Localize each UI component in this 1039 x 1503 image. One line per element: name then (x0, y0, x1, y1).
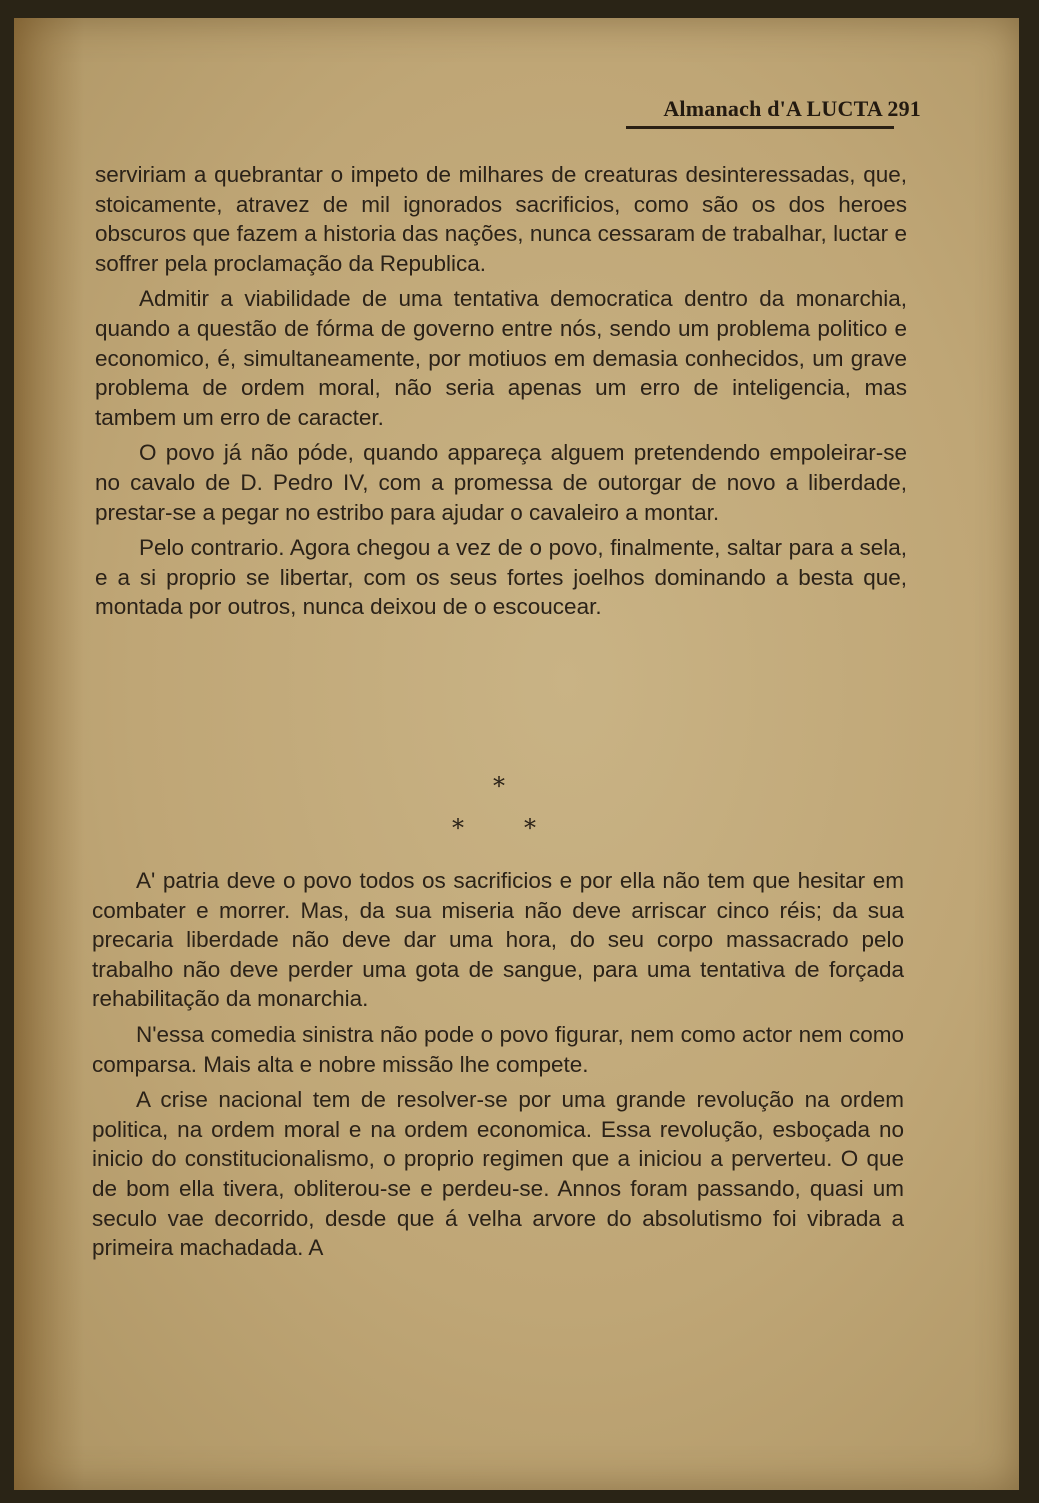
body-text-section-2 (92, 866, 904, 1269)
paragraph: Pelo contrario. Agora chegou a vez de o povo, finalmente, saltar para a sela, e a si proprio se libertar, com os seus fortes joelhos dominando a besta que, montada por outros, nunca deixou de o escoucear. (95, 535, 907, 620)
paragraph: O povo já não póde, quando appareça alguem pretendendo empoleirar-se no cavalo de D. Pedro IV, com a promessa de outorgar de novo a liberdade, prestar-se a pegar no estribo para ajudar o cavaleiro a montar. (95, 440, 907, 525)
binding-gutter (14, 18, 84, 1490)
paragraph: Admitir a viabilidade de uma tentativa democratica dentro da monarchia, quando a questão de fórma de governo entre nós, sendo um problema politico e economico, é, simultaneamente, por motiuos em demasia conhecidos, um grave problema de ordem moral, não seria apenas um erro de inteligencia, mas tambem um erro de caracter. (95, 286, 907, 430)
header-rule (626, 126, 894, 129)
paragraph: N'essa comedia sinistra não pode o povo figurar, nem como actor nem como comparsa. Mais alta e nobre missão lhe compete. (92, 1021, 904, 1077)
asterism-star: * (493, 772, 505, 800)
paragraph: A' patria deve o povo todos os sacrificios e por ella não tem que hesitar em combater e morrer. Mas, da sua miseria não deve arriscar cinco réis; da sua precaria liberdade não deve dar uma hora, do seu corpo massacrado pelo trabalho não deve perder uma gota de sangue, para uma tentativa de forçada rehabilitação da monarchia. (92, 868, 904, 1012)
section-break-asterism (420, 772, 600, 842)
body-text-section-1 (95, 160, 907, 628)
running-header: Almanach d'A LUCTA 291 (663, 96, 921, 121)
paragraph: serviriam a quebrantar o impeto de milhares de creaturas desinteressadas, que, stoicamente, atravez de mil ignorados sacrificios, como são os dos heroes obscuros que fazem a historia das nações, nunca cessaram de trabalhar, luctar e soffrer pela proclamação da Republica. (95, 162, 907, 276)
paragraph: A crise nacional tem de resolver-se por uma grande revolução na ordem politica, na ordem moral e na ordem economica. Essa revolução, esboçada no inicio do constitucionalismo, o proprio regimen que a iniciou a perverteu. O que de bom ella tivera, obliterou-se e perdeu-se. Annos foram passando, quasi um seculo vae decorrido, desde que á velha arvore do absolutismo foi vibrada a primeira machadada. A (92, 1087, 904, 1261)
asterism-star: * (452, 814, 464, 842)
asterism-star: * (524, 814, 536, 842)
